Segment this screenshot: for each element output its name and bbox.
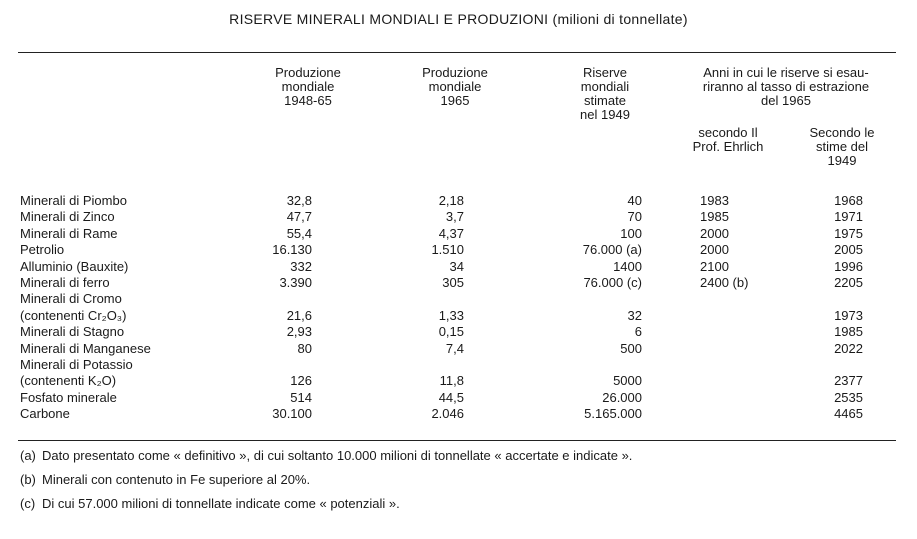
header-estimates-1949: Secondo le stime del 1949 <box>809 125 875 168</box>
estimate-1949-year-value: 1996 <box>834 258 863 274</box>
table-row <box>0 406 917 422</box>
ehrlich-year-value: 2000 <box>700 242 729 258</box>
production-1965-value: 3,7 <box>445 209 464 225</box>
footnote-mark: (a) <box>20 448 36 463</box>
reserves-1949-value: 500 <box>620 340 642 356</box>
production-1948-65-value: 55,4 <box>286 225 312 241</box>
production-1965-value: 2.046 <box>431 406 464 422</box>
table-row <box>0 390 917 406</box>
mineral-name: Petrolio <box>20 242 65 258</box>
footnotes <box>20 448 900 520</box>
mineral-name: Minerali di Potassio <box>20 356 133 372</box>
top-rule <box>18 52 896 53</box>
table-row <box>0 193 917 209</box>
production-1965-value: 1,33 <box>438 307 464 323</box>
production-1965-value: 34 <box>449 258 464 274</box>
production-1948-65-value: 47,7 <box>286 209 312 225</box>
production-1948-65-value: 16.130 <box>272 242 312 258</box>
footnote <box>20 496 900 520</box>
production-1965-value: 11,8 <box>439 373 464 389</box>
mineral-name: Minerali di ferro <box>20 274 110 290</box>
mineral-name: Alluminio (Bauxite) <box>20 258 129 274</box>
ehrlich-year-value: 2000 <box>700 225 729 241</box>
mineral-name: Minerali di Zinco <box>20 209 115 225</box>
mineral-name: (contenenti K₂O) <box>20 373 117 389</box>
estimate-1949-year-value: 1973 <box>834 307 863 323</box>
header-reserves-1949: Riserve mondiali stimate nel 1949 <box>580 65 630 122</box>
production-1965-value: 305 <box>442 274 464 290</box>
reserves-1949-value: 26.000 <box>602 389 642 405</box>
mineral-name: Minerali di Rame <box>20 225 118 241</box>
estimate-1949-year-value: 2205 <box>834 274 863 290</box>
production-1948-65-value: 21,6 <box>286 307 312 323</box>
production-1965-value: 4,37 <box>438 225 464 241</box>
ehrlich-year-value: 1983 <box>700 193 729 208</box>
production-1948-65-value: 126 <box>290 373 312 389</box>
production-1965-value: 1.510 <box>431 242 464 258</box>
table-row <box>0 209 917 225</box>
table-row <box>0 259 917 275</box>
table-row <box>0 226 917 242</box>
header-production-1948-65: Produzione mondiale 1948-65 <box>275 65 341 108</box>
ehrlich-year-value: 2100 <box>700 258 729 274</box>
estimate-1949-year-value: 2377 <box>834 373 863 389</box>
production-1948-65-value: 30.100 <box>272 406 312 422</box>
bottom-rule <box>18 440 896 441</box>
table-row <box>0 341 917 357</box>
production-1948-65-value: 2,93 <box>286 324 312 340</box>
footnote <box>20 448 900 472</box>
reserves-1949-value: 76.000 (a) <box>582 242 642 258</box>
ehrlich-year-value: 1985 <box>700 209 729 225</box>
production-1965-value: 44,5 <box>438 389 464 405</box>
production-1965-value: 0,15 <box>438 324 464 340</box>
reserves-1949-value: 32 <box>627 307 642 323</box>
reserves-1949-value: 70 <box>627 209 642 225</box>
table-row <box>0 242 917 258</box>
reserves-1949-value: 1400 <box>613 258 642 274</box>
estimate-1949-year-value: 2005 <box>834 242 863 258</box>
footnote-text: Minerali con contenuto in Fe superiore al 20%. <box>42 472 311 487</box>
production-1948-65-value: 514 <box>290 389 312 405</box>
header-production-1965: Produzione mondiale 1965 <box>422 65 488 108</box>
mineral-name: Minerali di Manganese <box>20 340 151 356</box>
production-1965-value: 2,18 <box>438 193 464 208</box>
table-row <box>0 275 917 291</box>
table-row <box>0 291 917 307</box>
reserves-1949-value: 40 <box>627 193 642 208</box>
table-row <box>0 308 917 324</box>
mineral-name: Carbone <box>20 406 70 422</box>
production-1965-value: 7,4 <box>445 340 464 356</box>
estimate-1949-year-value: 1975 <box>834 225 863 241</box>
production-1948-65-value: 80 <box>297 340 312 356</box>
mineral-name: Minerali di Piombo <box>20 193 127 208</box>
reserves-1949-value: 5000 <box>613 373 642 389</box>
reserves-1949-value: 5.165.000 <box>584 406 642 422</box>
production-1948-65-value: 332 <box>290 258 312 274</box>
estimate-1949-year-value: 4465 <box>834 406 863 422</box>
mineral-name: Minerali di Stagno <box>20 324 125 340</box>
table-row <box>0 324 917 340</box>
table-row <box>0 357 917 373</box>
estimate-1949-year-value: 1985 <box>834 324 863 340</box>
estimate-1949-year-value: 1971 <box>834 209 863 225</box>
footnote-text: Di cui 57.000 milioni di tonnellate indicate come « potenziali ». <box>42 496 400 511</box>
header-ehrlich: secondo Il Prof. Ehrlich <box>692 125 764 154</box>
reserves-1949-value: 76.000 (c) <box>583 274 642 290</box>
reserves-1949-value: 6 <box>634 324 642 340</box>
production-1948-65-value: 3.390 <box>279 274 312 290</box>
table-body <box>0 193 917 422</box>
mineral-name: Minerali di Cromo <box>20 291 122 307</box>
footnote-mark: (c) <box>20 496 36 511</box>
estimate-1949-year-value: 2535 <box>834 389 863 405</box>
mineral-name: (contenenti Cr₂O₃) <box>20 307 127 323</box>
mineral-name: Fosfato minerale <box>20 389 117 405</box>
footnote-mark: (b) <box>20 472 36 487</box>
table-title: RISERVE MINERALI MONDIALI E PRODUZIONI (milioni di tonnellate) <box>229 11 688 27</box>
ehrlich-year-value: 2400 (b) <box>700 274 749 290</box>
footnote <box>20 472 900 496</box>
estimate-1949-year-value: 2022 <box>834 340 863 356</box>
reserves-1949-value: 100 <box>620 225 642 241</box>
table-row <box>0 373 917 389</box>
production-1948-65-value: 32,8 <box>286 193 312 208</box>
estimate-1949-year-value: 1968 <box>834 193 863 208</box>
header-depletion-years: Anni in cui le riserve si esau- riranno al tasso di estrazione del 1965 <box>702 65 870 108</box>
footnote-text: Dato presentato come « definitivo », di cui soltanto 10.000 milioni di tonnellate « accertate e indicate ». <box>42 448 633 463</box>
